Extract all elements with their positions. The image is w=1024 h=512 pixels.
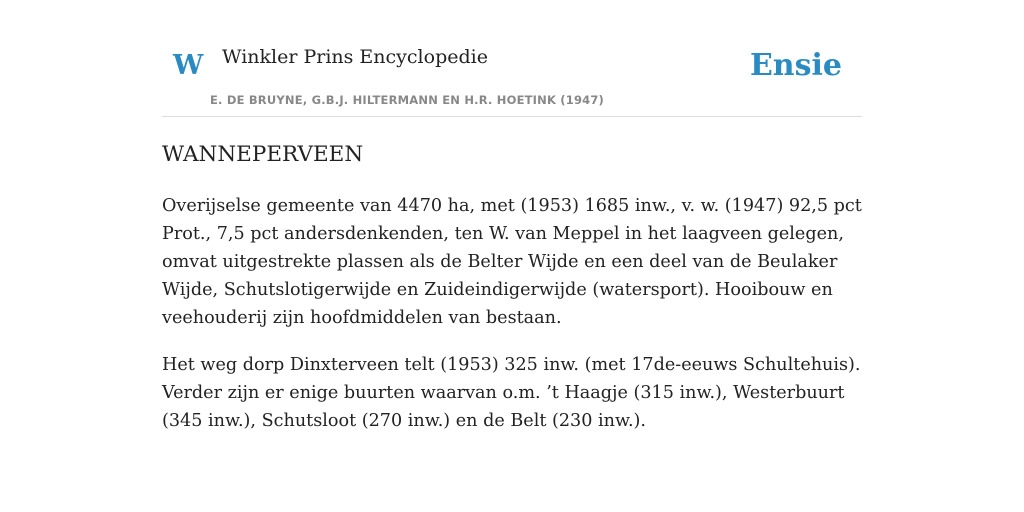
winkler-prins-logo-icon[interactable]: W [173,50,204,81]
ensie-logo-link[interactable]: Ensie [749,48,842,83]
article-paragraph: Overijselse gemeente van 4470 ha, met (1953) 1685 inw., v. w. (1947) 92,5 pct Prot., 7,5 pct andersdenkenden, ten W. van Meppel in het laagveen gelegen, omvat uitgestrekte plassen als de Belter Wijde en een deel van de Beulaker Wijde, Schutslotigerwijde en Zuideindigerwijde (watersport). Hooibouw en veehouderij zijn hoofdmiddelen van bestaan. [162,196,862,328]
page-title: WANNEPERVEEN [162,142,364,167]
article-paragraph: Het weg dorp Dinxterveen telt (1953) 325 inw. (met 17de-eeuws Schultehuis). Verder zijn er enige buurten waarvan o.m. ’t Haagje (315 inw.), Westerbuurt (345 inw.), Schutsloot (270 inw.) en de Belt (230 inw.). [162,355,861,431]
source-title[interactable]: Winkler Prins Encyclopedie [222,46,488,68]
page-content [162,0,862,431]
source-authors: E. DE BRUYNE, G.B.J. HILTERMANN EN H.R. HOETINK (1947) [210,93,605,107]
header [162,0,862,117]
